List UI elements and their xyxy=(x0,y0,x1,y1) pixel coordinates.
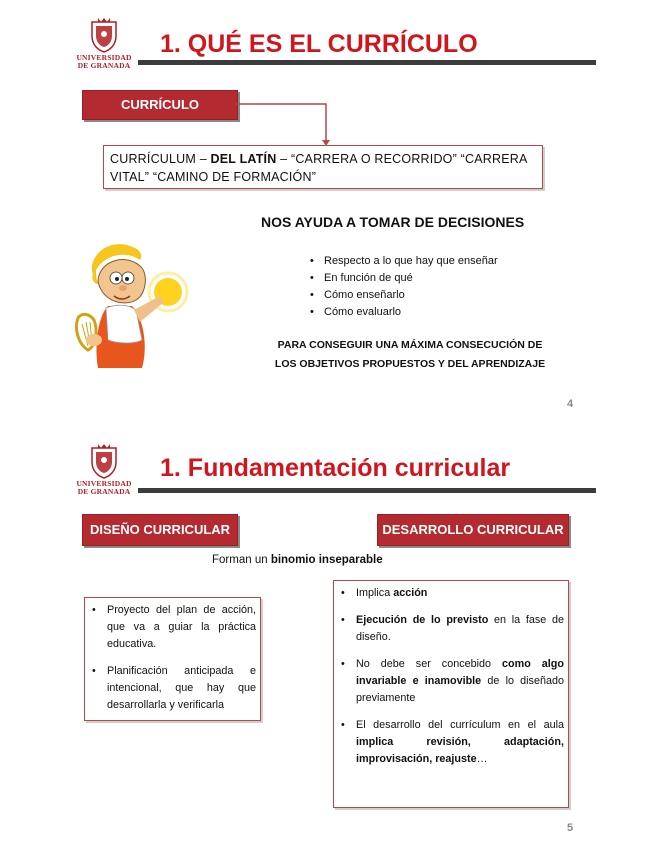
connector-arrow xyxy=(236,100,336,148)
item-text: en la fase de diseño. xyxy=(356,614,564,643)
title-rule xyxy=(138,488,596,493)
logo-line-2: DE GRANADA xyxy=(77,487,131,496)
definition-bold: DEL LATÍN xyxy=(210,152,277,166)
item-bold: acción xyxy=(393,587,428,599)
decisions-list xyxy=(310,253,498,321)
logo-line-1: UNIVERSIDAD xyxy=(76,479,132,488)
page-number: 5 xyxy=(567,822,574,834)
desarrollo-curricular-tag: DESARROLLO CURRICULAR xyxy=(377,514,569,546)
logo-line-2: DE GRANADA xyxy=(77,61,131,70)
list-item: • Proyecto del plan de acción, que va a guiar la práctica educativa. xyxy=(89,602,256,653)
list-item: • Planificación anticipada e intencional, que hay que desarrollarla y verificarla xyxy=(89,663,256,714)
item-bold: Ejecución de lo previsto xyxy=(356,614,489,626)
logo-line-1: UNIVERSIDAD xyxy=(76,53,132,62)
list-item: • En función de qué xyxy=(310,270,498,287)
apollo-cartoon-illustration xyxy=(68,236,193,376)
desarrollo-list xyxy=(338,585,564,768)
page-number: 4 xyxy=(567,398,574,410)
university-logo xyxy=(72,16,136,70)
diseno-curricular-tag: DISEÑO CURRICULAR xyxy=(82,514,238,546)
desarrollo-box xyxy=(333,580,569,808)
list-item: • Cómo evaluarlo xyxy=(310,304,498,321)
list-item xyxy=(338,585,564,602)
crest-icon xyxy=(86,16,122,54)
title-rule xyxy=(138,60,596,65)
list-item xyxy=(338,656,564,707)
curriculo-tag: CURRÍCULO xyxy=(82,90,238,120)
definition-box xyxy=(103,145,543,189)
conclusion-line-1: PARA CONSEGUIR UNA MÁXIMA CONSECUCIÓN DE xyxy=(277,339,543,351)
item-bold: implica revisión, adaptación, improvisación, reajuste xyxy=(356,736,564,765)
decisions-heading: NOS AYUDA A TOMAR DE DECISIONES xyxy=(261,214,525,230)
university-logo xyxy=(72,442,136,496)
list-item xyxy=(338,717,564,768)
crest-icon xyxy=(86,442,122,480)
definition-prefix: CURRÍCULUM – xyxy=(110,152,211,166)
binomio-prefix: Forman un xyxy=(212,554,271,566)
item-text: No debe ser concebido xyxy=(356,658,503,670)
binomio-bold: binomio inseparable xyxy=(270,554,383,566)
diseno-list xyxy=(89,602,256,714)
item-text: de lo diseñado previamente xyxy=(356,675,564,704)
list-item xyxy=(338,612,564,646)
page-title: 1. QUÉ ES EL CURRÍCULO xyxy=(160,30,478,58)
item-text: El desarrollo del currículum en el aula xyxy=(356,719,564,731)
item-text: … xyxy=(476,753,488,765)
list-item: • Cómo enseñarlo xyxy=(310,287,498,304)
item-bold: como algo invariable e inamovible xyxy=(356,658,564,687)
conclusion-line-2: LOS OBJETIVOS PROPUESTOS Y DEL APRENDIZAJE xyxy=(274,358,546,370)
page-title: 1. Fundamentación curricular xyxy=(160,454,511,482)
item-text: Implica xyxy=(356,587,394,599)
list-item: • Respecto a lo que hay que enseñar xyxy=(310,253,498,270)
definition-suffix: – “CARRERA O RECORRIDO” “CARRERA VITAL” “CAMINO DE FORMACIÓN” xyxy=(110,152,527,184)
conclusion-text xyxy=(250,336,570,374)
binomio-text xyxy=(212,554,383,566)
diseno-box xyxy=(84,597,261,721)
